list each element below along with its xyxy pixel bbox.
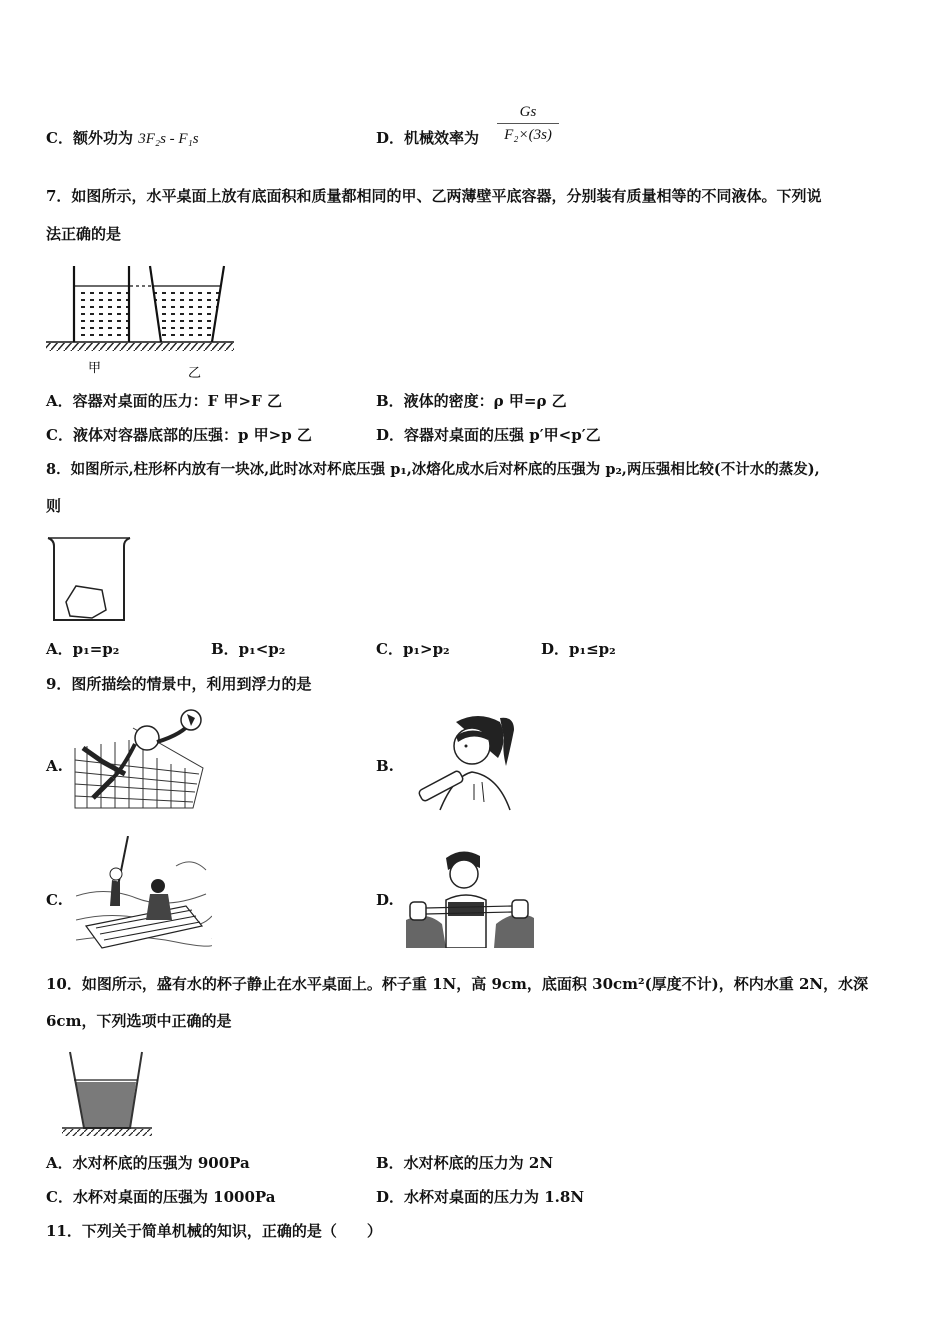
q7-label-jia: 甲 [88,361,102,376]
q6-option-d [376,128,479,148]
q8-option-a: A．p₁=p₂ [46,640,120,658]
q9-girl-drinking-picture [414,710,520,812]
q7-option-c: C．液体对容器底部的压强：p 甲>p 乙 [46,426,312,444]
q9-goalkeeper-picture [73,708,207,810]
q7-stem-line1: 7．如图所示，水平桌面上放有底面积和质量都相同的甲、乙两薄壁平底容器，分别装有质量相等的不同液体。下列说 [46,187,822,205]
q6-option-c-label: C．额外功为 [46,129,133,147]
q10-option-c: C．水杯对桌面的压强为 1000Pa [46,1188,276,1206]
q10-option-a: A．水对杯底的压强为 900Pa [46,1154,250,1172]
q7-option-a: A．容器对桌面的压力：F 甲>F 乙 [46,392,282,410]
q7-stem-line2: 法正确的是 [46,225,122,243]
q6-efficiency-fraction [493,102,563,145]
q10-option-d: D．水杯对桌面的压力为 1.8N [376,1188,585,1206]
q6-fraction-numerator: Gs [519,104,537,120]
q8-stem-line2: 则 [46,497,62,515]
q8-option-c: C．p₁>p₂ [376,640,450,658]
q9-stem: 9．图所描绘的情景中，利用到浮力的是 [46,675,312,693]
q6-option-c [46,128,199,149]
q7-option-b: B．液体的密度：ρ 甲=ρ 乙 [376,392,567,410]
q9-option-a-label: A. [46,757,63,775]
q9-boy-exerciser-picture [406,844,534,948]
q10-cup-figure [56,1048,156,1138]
q6-fraction-denominator: F₂×(3s) [504,127,552,143]
q8-stem-line1: 8．如图所示,柱形杯内放有一块冰,此时冰对杯底压强 p₁,冰熔化成水后对杯底的压强为 p₂,两压强相比较(不计水的蒸发), [46,461,820,478]
q9-option-b-label: B. [376,757,394,775]
q11-stem: 11．下列关于简单机械的知识，正确的是（ ） [46,1222,382,1240]
q6-option-d-label: D．机械效率为 [376,129,480,147]
q7-containers-figure [44,262,238,380]
q7-option-d: D．容器对桌面的压强 p′甲<p′乙 [376,426,601,444]
q6-option-c-formula: 3F₂s - F₁s [138,131,199,147]
q10-option-b: B．水对杯底的压力为 2N [376,1154,554,1172]
q9-option-d-label: D. [376,891,394,909]
q10-stem-line1: 10．如图所示，盛有水的杯子静止在水平桌面上。杯子重 1N，高 9cm，底面积 30cm²(厚度不计)，杯内水重 2N，水深 [46,975,869,993]
q7-label-yi: 乙 [188,366,202,380]
q10-stem-line2: 6cm，下列选项中正确的是 [46,1012,232,1030]
q9-raft-picture [76,836,212,950]
q8-cup-with-ice-figure [44,534,134,626]
q8-option-b: B．p₁<p₂ [211,640,286,658]
q9-option-c-label: C. [46,891,63,909]
q8-option-d: D．p₁≤p₂ [541,640,616,658]
